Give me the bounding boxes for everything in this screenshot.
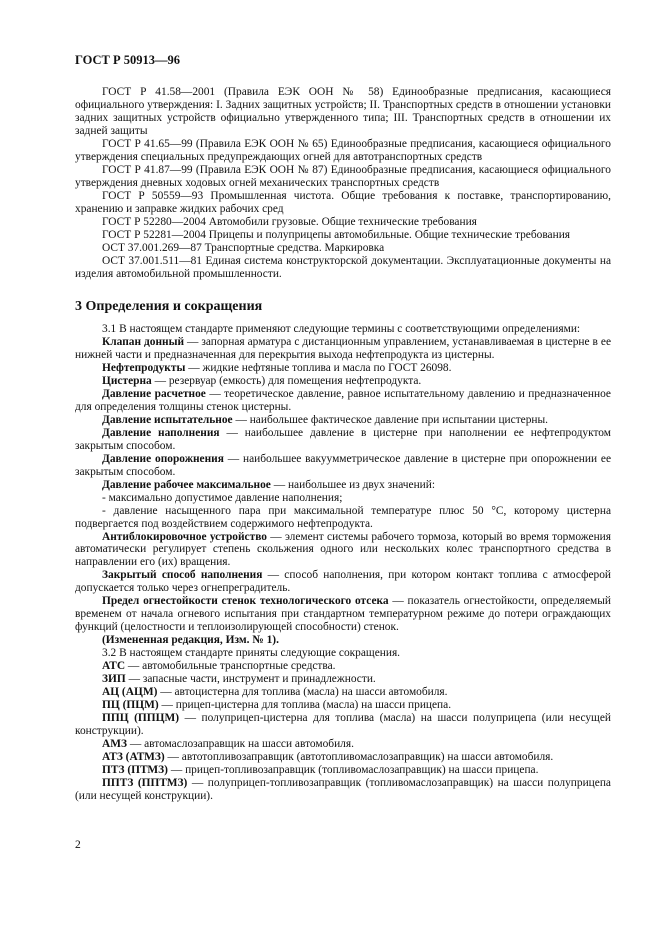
term-definition: — полуприцеп-цистерна для топлива (масла) на шасси полуприцепа (или несущей конструкции).	[75, 712, 611, 738]
abbreviation-item	[75, 673, 611, 686]
bullet-item: - максимально допустимое давление наполнения;	[102, 491, 343, 504]
term-definition: — резервуар (емкость) для помещения нефтепродукта.	[151, 374, 422, 387]
definition-item	[75, 479, 611, 492]
abbreviation-item	[75, 712, 611, 738]
clause-3-2: 3.2 В настоящем стандарте приняты следующие сокращения.	[102, 647, 401, 660]
term: Давление рабочее максимальное	[102, 478, 271, 491]
term: ПТЗ (ПТМЗ)	[102, 763, 168, 776]
term: Антиблокировочное устройство	[102, 530, 267, 543]
reference-item: ОСТ 37.001.269—87 Транспортные средства. Маркировка	[102, 241, 385, 254]
definition-item	[75, 388, 611, 414]
term: АТЗ (АТМЗ)	[102, 750, 165, 763]
term: Давление расчетное	[102, 387, 206, 400]
term-definition: — запорная арматура с дистанционным управлением, устанавливаемая в цистерне в ее нижней части и предназначенная для перекрытия выхода нефтепродукта из цистерны.	[75, 335, 611, 361]
term-definition: — элемент системы рабочего тормоза, который во время торможения автоматически регулирует степень скольжения одного или нескольких колес транспортного средства в направлении его (их) вращения.	[75, 530, 611, 569]
term-definition: — полуприцеп-топливозаправщик (топливомаслозаправщик) на шасси полуприцепа (или несущей конструкции).	[75, 776, 611, 802]
term-definition: — способ наполнения, при котором контакт топлива с атмосферой допускается только через огнепреградитель.	[75, 569, 611, 595]
definition-item	[75, 595, 611, 634]
section-heading: 3 Определения и сокращения	[75, 299, 263, 314]
term: Предел огнестойкости стенок технологического отсека	[102, 595, 389, 608]
clause-3-1: 3.1 В настоящем стандарте применяют следующие термины с соответствующими определениями:	[102, 323, 581, 335]
reference-item: ГОСТ Р 41.58—2001 (Правила ЕЭК ООН № 58) Единообразные предписания, касающиеся официального утверждения: I. Задних защитных устройств; II. Транспортных средств в отношении установки задних защитных устройств официально утвержденного типа; III. Транспортных средств в отношении их задней защиты	[75, 86, 611, 137]
definition-item	[75, 414, 611, 427]
document-header: ГОСТ Р 50913—96	[75, 53, 181, 67]
definitions	[75, 323, 611, 803]
term: АТС	[102, 660, 126, 673]
term-definition: — запасные части, инструмент и принадлежности.	[125, 673, 376, 686]
term-definition: — автомобильные транспортные средства.	[125, 660, 336, 673]
abbreviation-item	[75, 660, 611, 673]
term: Цистерна	[102, 374, 152, 387]
definition-item	[75, 531, 611, 570]
definition-item	[75, 453, 611, 479]
term: Давление наполнения	[102, 426, 220, 439]
abbreviation-item	[75, 777, 611, 803]
reference-item: ОСТ 37.001.511—81 Единая система конструкторской документации. Эксплуатационные документы на изделия автомобильной промышленности.	[75, 254, 611, 280]
definition-item	[75, 362, 611, 375]
reference-item: ГОСТ Р 52280—2004 Автомобили грузовые. Общие технические требования	[102, 215, 477, 228]
reference-item: ГОСТ Р 50559—93 Промышленная чистота. Общие требования к поставке, транспортированию, хранению и заправке жидких рабочих сред	[75, 189, 611, 215]
term-definition: — наибольшее фактическое давление при испытании цистерны.	[232, 413, 549, 426]
term-definition: — теоретическое давление, равное испытательному давлению и предназначенное для определения толщины стенок цистерны.	[75, 387, 611, 413]
term: Закрытый способ наполнения	[102, 569, 263, 582]
term-definition: — наибольшее давление в цистерне при наполнении ее нефтепродуктом закрытым способом.	[75, 426, 611, 452]
term: АЦ (АЦМ)	[102, 686, 158, 699]
term: Давление испытательное	[102, 413, 233, 426]
term: ППЦ (ППЦМ)	[102, 712, 180, 725]
reference-item: ГОСТ Р 52281—2004 Прицепы и полуприцепы автомобильные. Общие технические требования	[102, 228, 571, 241]
term: Давление опорожнения	[102, 452, 224, 465]
term-definition: — прицеп-топливозаправщик (топливомаслозаправщик) на шасси прицепа.	[167, 763, 539, 776]
abbreviation-item	[75, 764, 611, 777]
definition-item	[75, 427, 611, 453]
bullet-item: - давление насыщенного пара при максимальной температуре плюс 50 °С, которому цистерна подвергается под воздействием содержимого нефтепродукта.	[75, 504, 611, 530]
reference-item: ГОСТ Р 41.87—99 (Правила ЕЭК ООН № 87) Единообразные предписания, касающиеся официального утверждения дневных ходовых огней механических транспортных средств	[75, 163, 611, 189]
abbreviation-item	[75, 738, 611, 751]
term: ППТЗ (ППТМЗ)	[102, 776, 188, 789]
definition-item	[75, 336, 611, 362]
definition-item	[75, 375, 611, 388]
term-definition: — прицеп-цистерна для топлива (масла) на шасси прицепа.	[158, 699, 452, 712]
term-definition: — автотопливозаправщик (автотопливомаслозаправщик) на шасси автомобиля.	[164, 750, 554, 763]
page-number: 2	[75, 839, 81, 851]
abbreviation-item	[75, 699, 611, 712]
term: АМЗ	[102, 738, 127, 750]
term: Клапан донный	[102, 335, 185, 348]
term-definition: — наибольшее из двух значений:	[270, 478, 436, 491]
normative-references	[75, 86, 611, 281]
term: Нефтепродукты	[102, 361, 186, 374]
term-definition: — показатель огнестойкости, определяемый временем от начала огневого испытания при стандартном температурном режиме до потери ограждающих функций (целостности и теплоизолирующей способности) стенок.	[75, 595, 612, 634]
abbreviation-item	[75, 751, 611, 764]
term-definition: — автомаслозаправщик на шасси автомобиля.	[127, 738, 354, 750]
term-definition: — автоцистерна для топлива (масла) на шасси автомобиля.	[157, 686, 448, 699]
term-definition: — наибольшее вакуумметрическое давление в цистерне при опорожнении ее закрытым способом.	[75, 452, 612, 478]
amendment-note: (Измененная редакция, Изм. № 1).	[102, 634, 279, 647]
term: ПЦ (ПЦМ)	[102, 699, 159, 712]
term: ЗИП	[102, 673, 126, 686]
term-definition: — жидкие нефтяные топлива и масла по ГОСТ 26098.	[185, 361, 452, 374]
definition-item	[75, 569, 611, 595]
reference-item: ГОСТ Р 41.65—99 (Правила ЕЭК ООН № 65) Единообразные предписания, касающиеся официального утверждения специальных предупреждающих огней для автотранспортных средств	[75, 137, 611, 163]
abbreviation-item	[75, 686, 611, 699]
